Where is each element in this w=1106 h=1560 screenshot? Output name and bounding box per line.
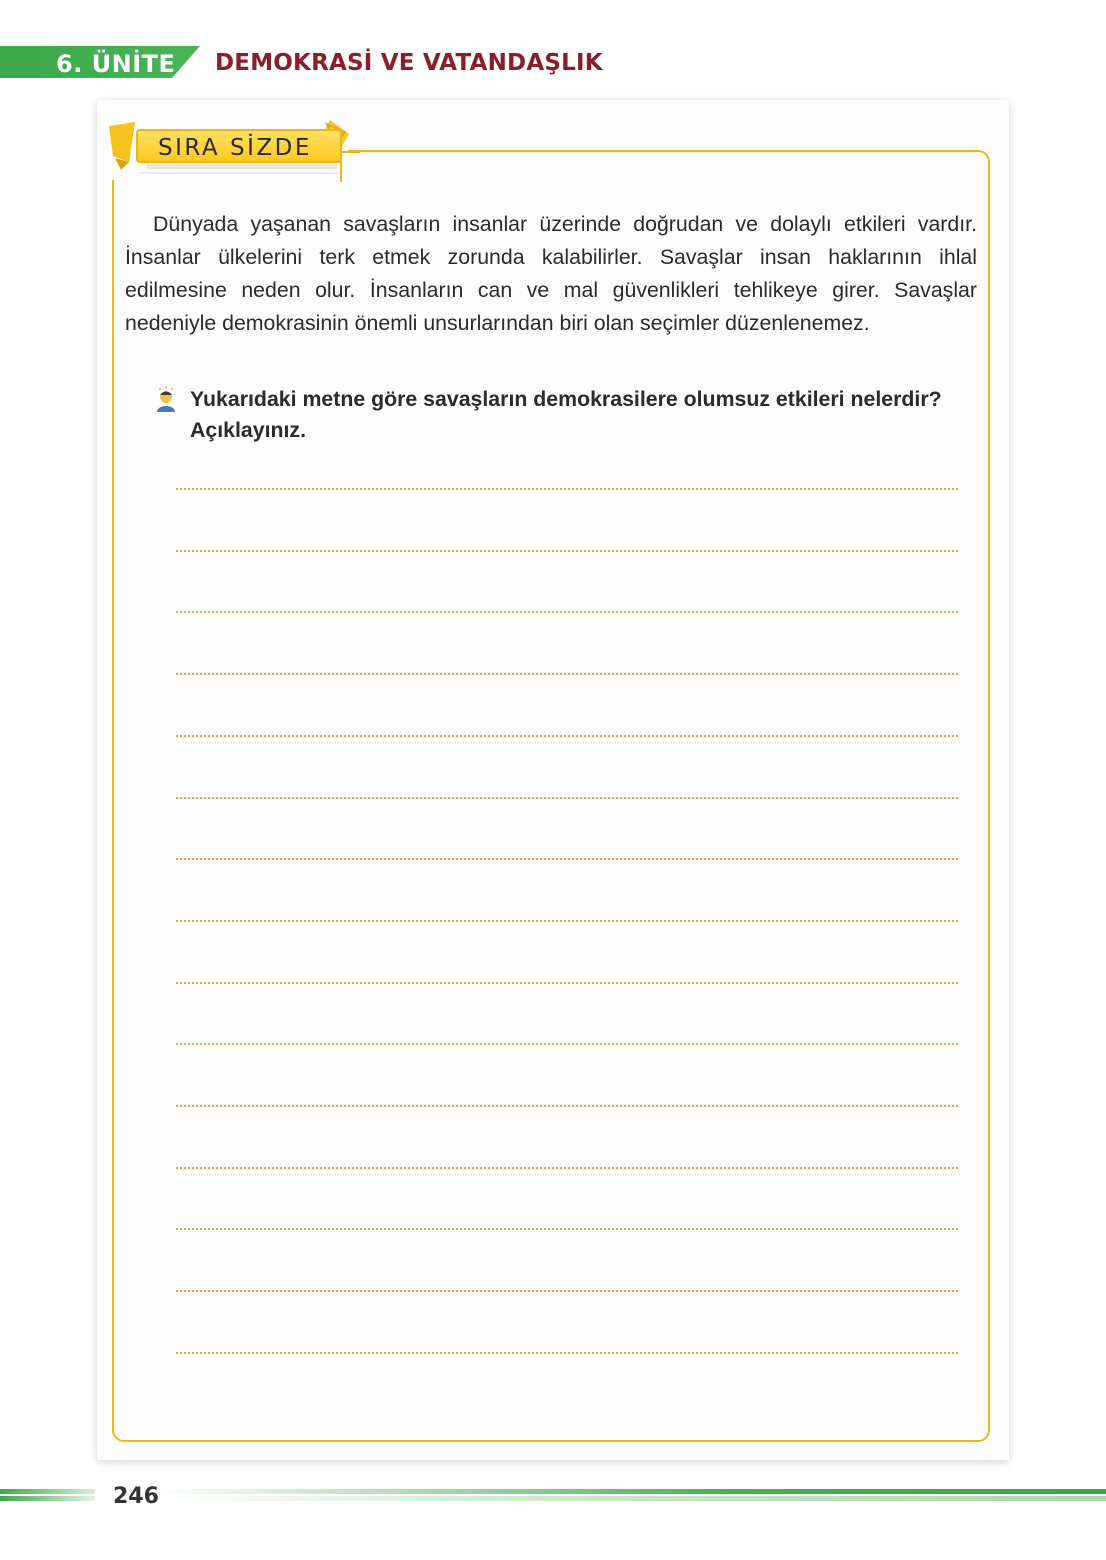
badge-label: SIRA SİZDE [158,135,312,161]
answer-line[interactable] [176,858,958,860]
answer-line[interactable] [176,1228,958,1230]
thinking-person-icon [152,386,180,419]
answer-line[interactable] [176,673,958,675]
answer-line[interactable] [176,735,958,737]
activity-paragraph: Dünyada yaşanan savaşların insanlar üzerinde doğrudan ve dolaylı etkileri vardır. İnsanlar ülkelerini terk etmek zorunda kalabilirler. Savaşlar insan haklarının ihlal edilmesine neden olur. İnsanların can ve mal güvenlikleri tehlikeye girer. Savaşlar nedeniyle demokrasinin önemli unsurlarından biri olan seçimler düzenlenemez. [125,212,977,335]
page-number: 246 [113,1484,159,1509]
unit-title: DEMOKRASİ VE VATANDAŞLIK [215,50,603,76]
unit-label: 6. ÜNİTE [56,50,176,78]
activity-question: Yukarıdaki metne göre savaşların demokrasilere olumsuz etkileri nelerdir? Açıklayınız. [190,387,942,442]
answer-line[interactable] [176,550,958,552]
answer-line[interactable] [176,1290,958,1292]
answer-line[interactable] [176,797,958,799]
answer-line[interactable] [176,1105,958,1107]
answer-line[interactable] [176,488,958,490]
answer-line[interactable] [176,1043,958,1045]
answer-line[interactable] [176,1352,958,1354]
answer-line[interactable] [176,920,958,922]
footer-stripes [0,1489,1106,1503]
answer-line[interactable] [176,1167,958,1169]
answer-line[interactable] [176,611,958,613]
answer-line[interactable] [176,982,958,984]
